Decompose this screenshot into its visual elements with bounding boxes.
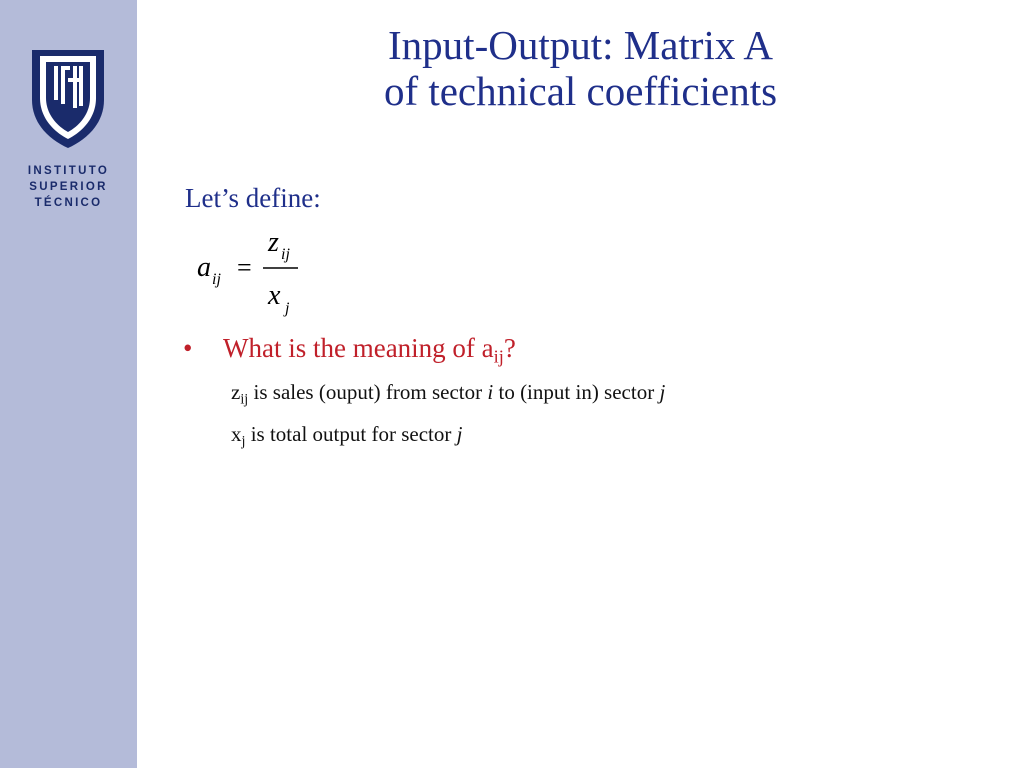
title-line-2: of technical coefficients [383, 68, 778, 114]
eq-denominator: x [268, 280, 281, 311]
bullet-marker: • [183, 333, 193, 363]
equation [195, 226, 335, 321]
logo-line-1: INSTITUTO [27, 165, 110, 177]
eq-lhs: a [197, 252, 211, 283]
logo-line-2: SUPERIOR [29, 181, 108, 193]
eq-lhs-sub: ij [212, 271, 221, 288]
explanation-z-sub: ij [240, 391, 249, 408]
explanation-z-text: is sales (ouput) from sector [248, 380, 488, 404]
explanation-x-text: is total output for sector [245, 422, 457, 446]
logo-line-3: TÉCNICO [34, 197, 103, 209]
bullet-text: What is the meaning of a [223, 333, 494, 363]
explanation-x-sub: j [241, 433, 246, 450]
sidebar [0, 0, 137, 768]
eq-denominator-sub: j [285, 300, 290, 317]
bullet-end: ? [503, 333, 516, 363]
eq-equals: = [237, 253, 252, 282]
intro-text: Let’s define: [185, 183, 321, 213]
eq-numerator: z [268, 227, 279, 258]
bullet-question [183, 333, 516, 367]
slide-title [137, 22, 1024, 114]
explanation-z-var: z [231, 380, 241, 404]
explanation-z-text2: to (input in) sector [493, 380, 660, 404]
explanation-x-j: j [456, 422, 463, 446]
bullet-sub: ij [493, 346, 504, 367]
explanation-z-i: i [487, 380, 494, 404]
explanation-x [231, 422, 463, 450]
explanation-z [231, 380, 666, 408]
ist-shield-logo [30, 48, 106, 150]
explanation-x-var: x [231, 422, 242, 446]
title-line-1: Input-Output: Matrix A [388, 22, 773, 68]
explanation-z-j: j [659, 380, 666, 404]
eq-numerator-sub: ij [281, 246, 290, 263]
